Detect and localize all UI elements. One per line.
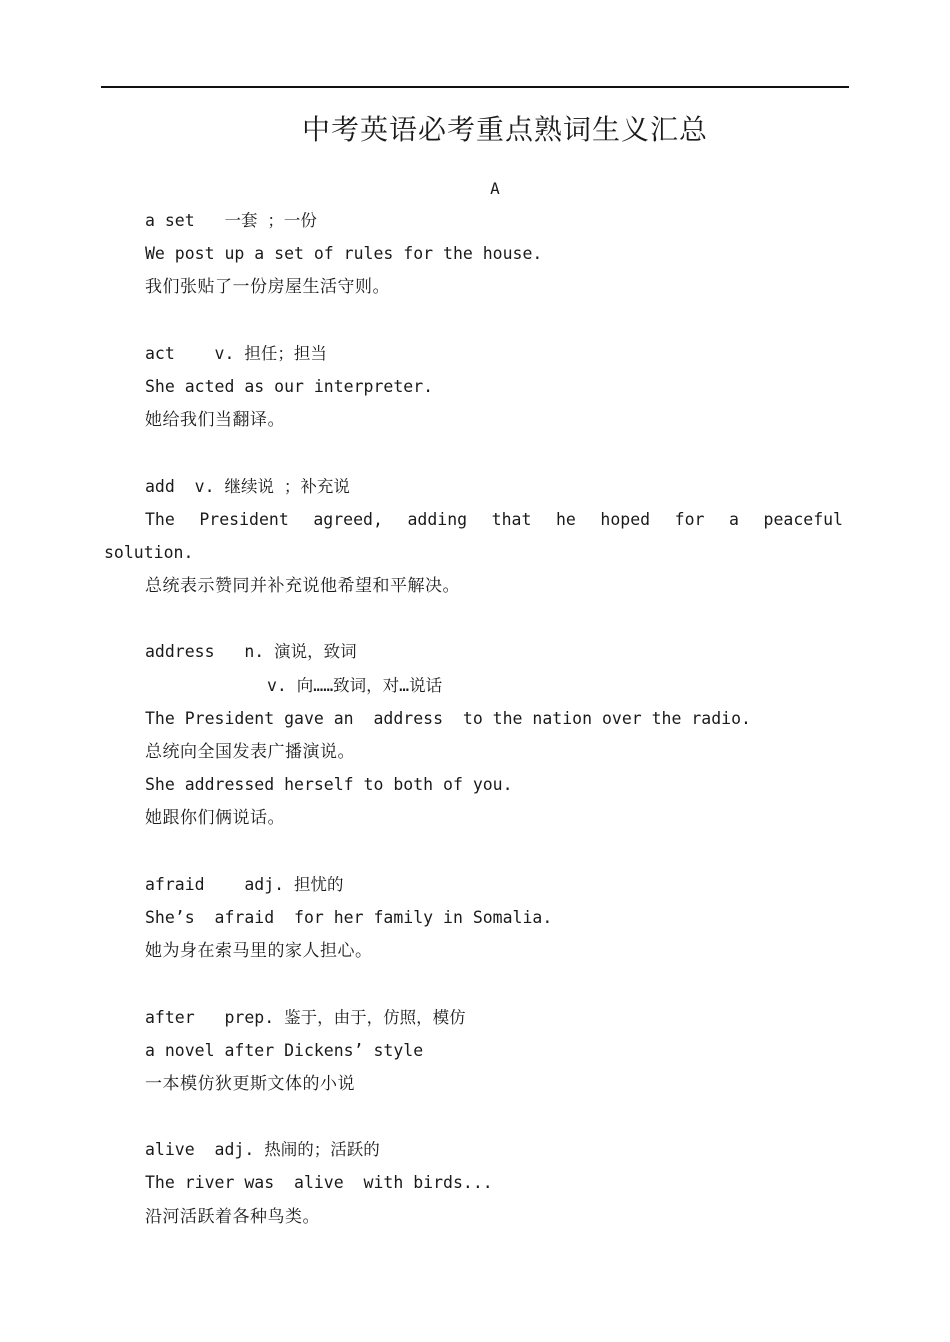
entry-spacer xyxy=(145,1105,845,1138)
header-rule xyxy=(101,86,849,88)
entry-spacer xyxy=(145,309,845,342)
example-chinese: 总统向全国发表广播演说。 xyxy=(145,742,355,762)
example-english: She addressed herself to both of you. xyxy=(145,775,513,795)
entry-definition-secondary: v. 向……致词，对…说话 xyxy=(267,675,443,695)
example-english: The President agreed, adding that he hoped for a peaceful xyxy=(145,509,843,529)
example-english: The President gave an address to the nation over the radio. xyxy=(145,708,751,728)
example-english: We post up a set of rules for the house. xyxy=(145,244,543,264)
entry-spacer xyxy=(145,972,845,1005)
example-english: She’s afraid for her family in Somalia. xyxy=(145,907,553,927)
example-english-continued: solution. xyxy=(104,542,194,562)
example-english: The river was alive with birds... xyxy=(145,1173,493,1193)
document-title: 中考英语必考重点熟词生义汇总 xyxy=(301,113,708,146)
example-chinese: 她给我们当翻译。 xyxy=(145,410,285,431)
example-english: She acted as our interpreter. xyxy=(145,376,434,396)
entry-definition: alive adj. 热闹的；活跃的 xyxy=(145,1140,380,1160)
entry-spacer xyxy=(145,441,845,474)
example-chinese: 总统表示赞同并补充说他希望和平解决。 xyxy=(145,576,460,597)
example-english: a novel after Dickens’ style xyxy=(145,1040,424,1060)
example-chinese: 沿河活跃着各种鸟类。 xyxy=(145,1206,320,1227)
entry-spacer xyxy=(145,840,845,873)
entry-definition: a set 一套 ；一份 xyxy=(145,211,317,230)
section-letter: A xyxy=(490,179,500,198)
entry-definition: after prep. 鉴于，由于，仿照，模仿 xyxy=(145,1007,466,1027)
example-chinese: 她跟你们俩说话。 xyxy=(145,808,285,829)
entry-list xyxy=(104,209,845,1238)
example-chinese: 我们张贴了一份房屋生活守则。 xyxy=(145,277,390,298)
entry-definition: address n. 演说，致词 xyxy=(145,642,357,662)
entry-spacer xyxy=(145,607,845,640)
entry-definition: add v. 继续说 ；补充说 xyxy=(145,476,350,496)
example-chinese: 一本模仿狄更斯文体的小说 xyxy=(145,1073,355,1094)
entry-definition: afraid adj. 担忧的 xyxy=(145,874,344,894)
example-chinese: 她为身在索马里的家人担心。 xyxy=(145,941,373,962)
entry-definition: act v. 担任；担当 xyxy=(145,343,327,363)
